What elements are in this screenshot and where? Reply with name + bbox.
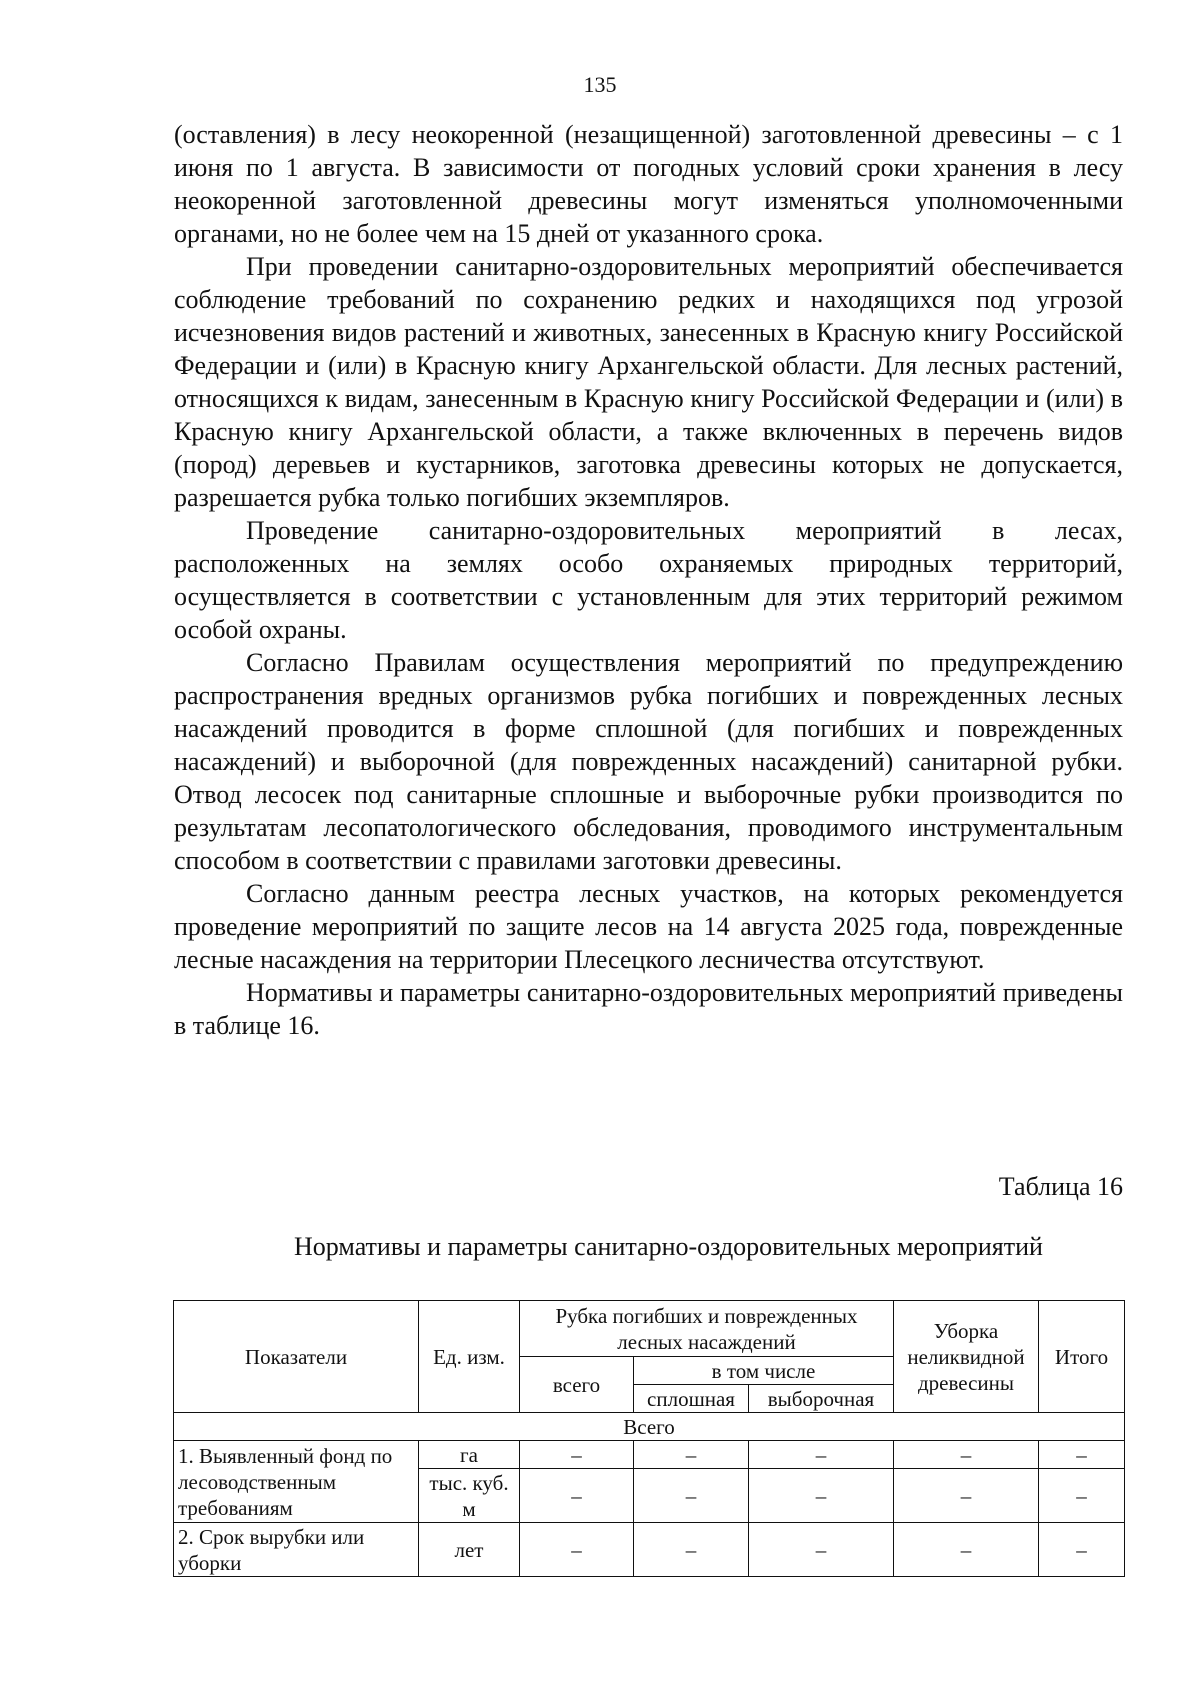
cell-dash: – — [634, 1469, 749, 1523]
body-text — [174, 118, 1123, 1042]
table-title: Нормативы и параметры санитарно-оздоровительных мероприятий — [294, 1232, 1043, 1261]
header-selective: выборочная — [749, 1385, 894, 1413]
cell-dash: – — [894, 1469, 1039, 1523]
header-cleanup: Уборка неликвидной древесины — [894, 1301, 1039, 1413]
header-indicators: Показатели — [174, 1301, 419, 1413]
paragraph-1: (оставления) в лесу неокоренной (незащищенной) заготовленной древесины – с 1 июня по 1 августа. В зависимости от погодных условий сроки хранения в лесу неокоренной заготовленной древесины могут изменяться уполномоченными органами, но не более чем на 15 дней от указанного срока. — [174, 120, 1123, 248]
row-1-label: 1. Выявленный фонд по лесоводственным требованиям — [174, 1441, 419, 1523]
header-unit: Ед. изм. — [419, 1301, 520, 1413]
cell-dash: – — [894, 1523, 1039, 1577]
cell-dash: – — [520, 1469, 634, 1523]
cell-dash: – — [749, 1469, 894, 1523]
page-number: 135 — [583, 72, 617, 97]
table-label: Таблица 16 — [998, 1172, 1123, 1201]
header-itogo: Итого — [1039, 1301, 1125, 1413]
paragraph-2: При проведении санитарно-оздоровительных мероприятий обеспечивается соблюдение требований по сохранению редких и находящихся под угрозой исчезновения видов растений и животных, занесенных в Красную книгу Российской Федерации и (или) в Красную книгу Архангельской области. Для лесных растений, относящихся к видам, занесенным в Красную книгу Российской Федерации и (или) в Красную книгу Архангельской области, а также включенных в перечень видов (пород) деревьев и кустарников, заготовка древесины которых не допускается, разрешается рубка только погибших экземпляров. — [174, 252, 1123, 512]
row-2-label: 2. Срок вырубки или уборки — [174, 1523, 419, 1577]
cell-dash: – — [1039, 1469, 1125, 1523]
header-total: всего — [520, 1357, 634, 1413]
params-table — [173, 1300, 1125, 1577]
cell-dash: – — [520, 1441, 634, 1469]
paragraph-6: Нормативы и параметры санитарно-оздоровительных мероприятий приведены в таблице 16. — [174, 978, 1123, 1040]
cell-dash: – — [894, 1441, 1039, 1469]
cell-dash: – — [634, 1441, 749, 1469]
paragraph-4: Согласно Правилам осуществления мероприятий по предупреждению распространения вредных организмов рубка погибших и поврежденных лесных насаждений проводится в форме сплошной (для погибших и поврежденных насаждений) и выборочной (для поврежденных насаждений) санитарной рубки. Отвод лесосек под санитарные сплошные и выборочные рубки производится по результатам лесопатологического обследования, проводимого инструментальным способом в соответствии с правилами заготовки древесины. — [174, 648, 1123, 875]
cell-dash: – — [520, 1523, 634, 1577]
row-2-unit: лет — [419, 1523, 520, 1577]
section-row: Всего — [174, 1413, 1125, 1441]
row-1a-unit: га — [419, 1441, 520, 1469]
paragraph-5: Согласно данным реестра лесных участков, на которых рекомендуется проведение мероприятий по защите лесов на 14 августа 2025 года, поврежденные лесные насаждения на территории Плесецкого лесничества отсутствуют. — [174, 879, 1123, 974]
paragraph-3: Проведение санитарно-оздоровительных мероприятий в лесах, расположенных на землях особо охраняемых природных территорий, осуществляется в соответствии с установленным для этих территорий режимом особой охраны. — [174, 516, 1123, 644]
row-1b-unit: тыс. куб. м — [419, 1469, 520, 1523]
cell-dash: – — [1039, 1523, 1125, 1577]
cell-dash: – — [749, 1441, 894, 1469]
header-clear: сплошная — [634, 1385, 749, 1413]
cell-dash: – — [1039, 1441, 1125, 1469]
cell-dash: – — [634, 1523, 749, 1577]
cell-dash: – — [749, 1523, 894, 1577]
header-including: в том числе — [634, 1357, 894, 1385]
header-felling: Рубка погибших и поврежденных лесных насаждений — [520, 1301, 894, 1357]
